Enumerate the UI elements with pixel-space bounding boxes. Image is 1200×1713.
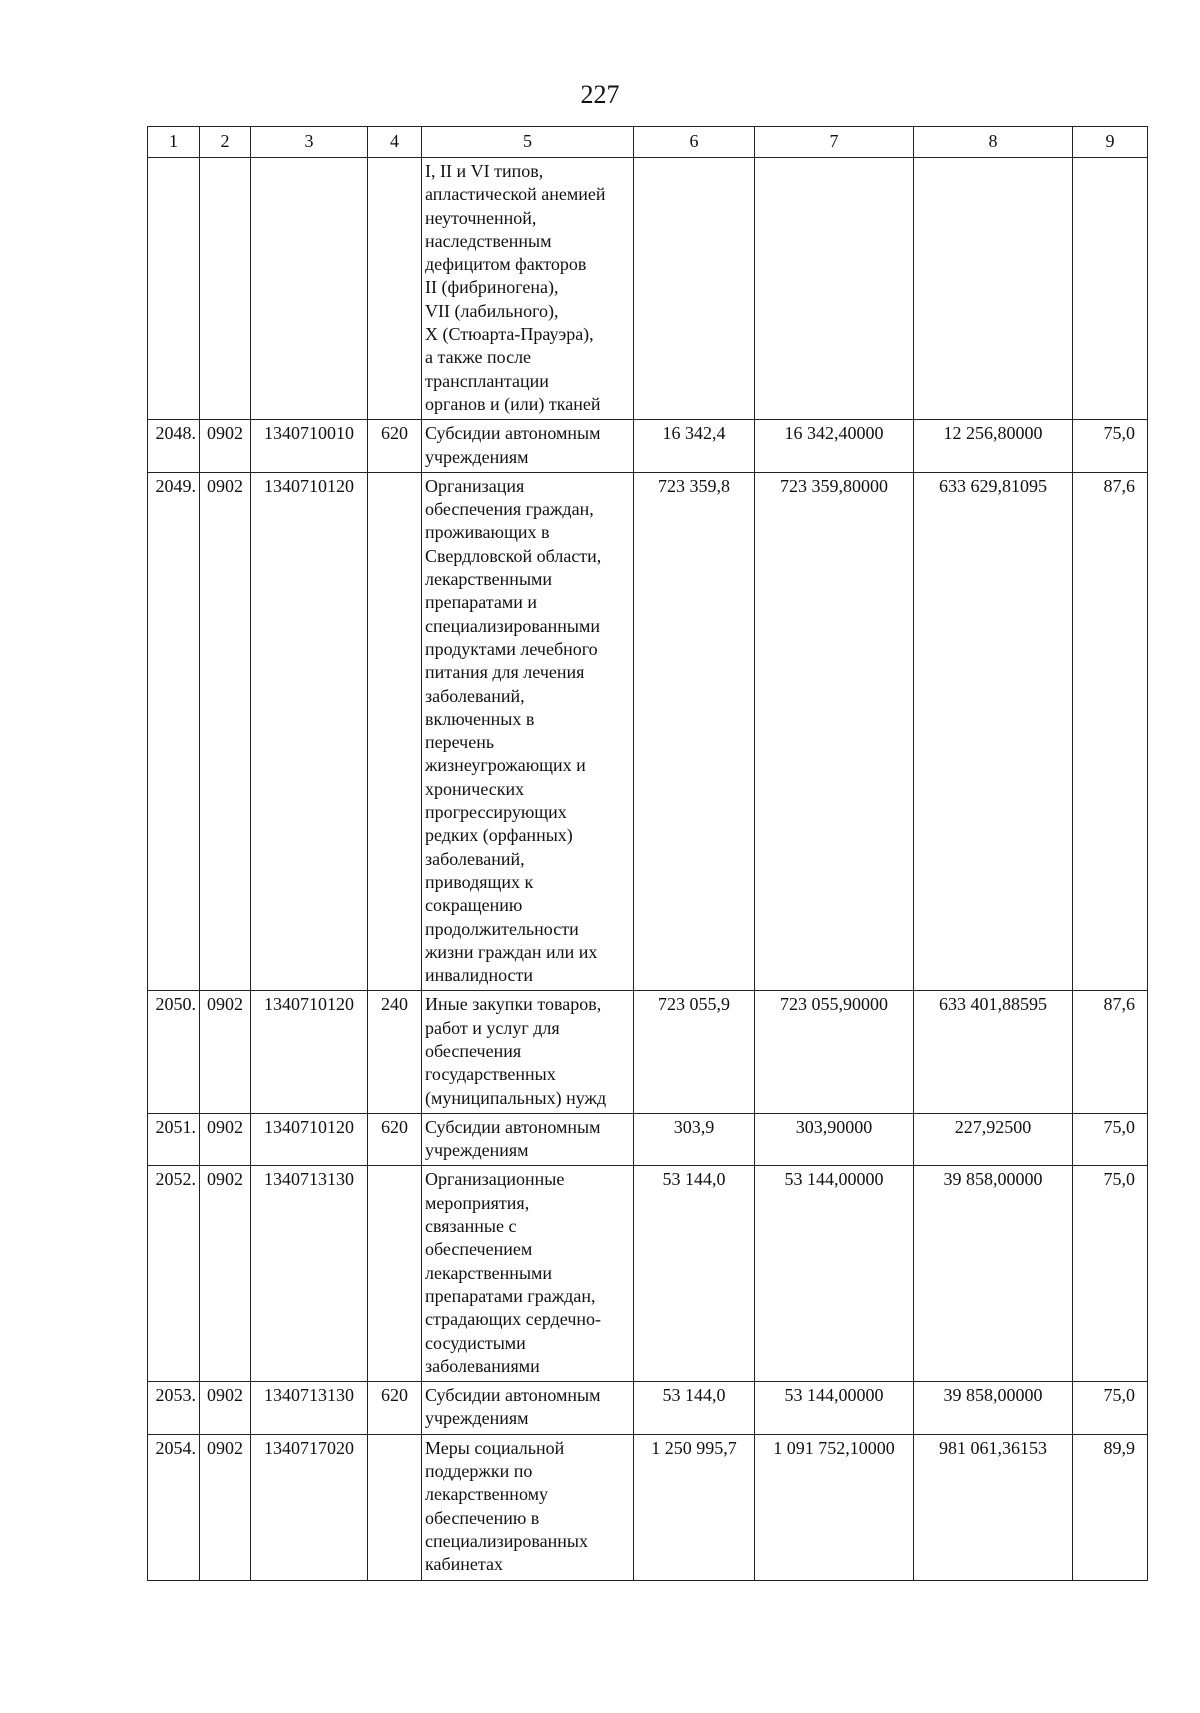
item-name-cell: Меры социальной поддержки по лекарственному обеспечению в специализированных кабинетах xyxy=(422,1434,634,1580)
planned-amount-cell: 1 250 995,7 xyxy=(634,1434,755,1580)
refined-amount-cell: 16 342,40000 xyxy=(755,420,914,473)
executed-amount-cell: 39 858,00000 xyxy=(914,1166,1073,1382)
executed-amount-cell: 39 858,00000 xyxy=(914,1382,1073,1435)
execution-percent-cell xyxy=(1073,158,1148,420)
header-row xyxy=(148,127,1148,158)
section-code-cell: 0902 xyxy=(200,1434,251,1580)
target-article-cell: 1340713130 xyxy=(251,1382,368,1435)
item-name-cell: Субсидии автономным учреждениям xyxy=(422,1382,634,1435)
header-cell: 9 xyxy=(1073,127,1148,158)
refined-amount-cell: 723 359,80000 xyxy=(755,472,914,991)
planned-amount-cell: 723 359,8 xyxy=(634,472,755,991)
row-number-cell: 2050. xyxy=(148,991,200,1113)
row-number-cell: 2049. xyxy=(148,472,200,991)
row-number-cell: 2048. xyxy=(148,420,200,473)
header-cell: 7 xyxy=(755,127,914,158)
execution-percent-cell: 75,0 xyxy=(1073,1113,1148,1166)
target-article-cell: 1340710120 xyxy=(251,472,368,991)
target-article-cell xyxy=(251,158,368,420)
item-name-cell: I, II и VI типов, апластической анемией неуточненной, наследственным дефицитом факторов II (фибриногена), VII (лабильного), X (Стюарта-Прауэра), а также после трансплантации органов и (или) тканей xyxy=(422,158,634,420)
expense-type-cell xyxy=(368,158,422,420)
refined-amount-cell: 1 091 752,10000 xyxy=(755,1434,914,1580)
refined-amount-cell: 723 055,90000 xyxy=(755,991,914,1113)
refined-amount-cell: 53 144,00000 xyxy=(755,1166,914,1382)
header-cell: 5 xyxy=(422,127,634,158)
item-name-cell: Иные закупки товаров, работ и услуг для обеспечения государственных (муниципальных) нужд xyxy=(422,991,634,1113)
execution-percent-cell: 89,9 xyxy=(1073,1434,1148,1580)
section-code-cell xyxy=(200,158,251,420)
execution-percent-cell: 75,0 xyxy=(1073,420,1148,473)
planned-amount-cell: 53 144,0 xyxy=(634,1166,755,1382)
execution-percent-cell: 87,6 xyxy=(1073,472,1148,991)
execution-percent-cell: 75,0 xyxy=(1073,1166,1148,1382)
section-code-cell: 0902 xyxy=(200,1382,251,1435)
header-cell: 2 xyxy=(200,127,251,158)
section-code-cell: 0902 xyxy=(200,991,251,1113)
expense-type-cell: 240 xyxy=(368,991,422,1113)
table-row xyxy=(148,420,1148,473)
row-number-cell xyxy=(148,158,200,420)
table-row xyxy=(148,1113,1148,1166)
page-number: 227 xyxy=(580,80,620,109)
header-cell: 8 xyxy=(914,127,1073,158)
refined-amount-cell xyxy=(755,158,914,420)
target-article-cell: 1340713130 xyxy=(251,1166,368,1382)
section-code-cell: 0902 xyxy=(200,420,251,473)
row-number-cell: 2054. xyxy=(148,1434,200,1580)
planned-amount-cell xyxy=(634,158,755,420)
row-number-cell: 2052. xyxy=(148,1166,200,1382)
refined-amount-cell: 53 144,00000 xyxy=(755,1382,914,1435)
target-article-cell: 1340710120 xyxy=(251,991,368,1113)
table-row xyxy=(148,1382,1148,1435)
item-name-cell: Субсидии автономным учреждениям xyxy=(422,1113,634,1166)
planned-amount-cell: 723 055,9 xyxy=(634,991,755,1113)
expense-type-cell xyxy=(368,1166,422,1382)
planned-amount-cell: 16 342,4 xyxy=(634,420,755,473)
table-row xyxy=(148,991,1148,1113)
header-cell: 3 xyxy=(251,127,368,158)
item-name-cell: Организация обеспечения граждан, проживающих в Свердловской области, лекарственными препаратами и специализированными продуктами лечебного питания для лечения заболеваний, включенных в перечень жизнеугрожающих и хронических прогрессирующих редких (орфанных) заболеваний, приводящих к сокращению продолжительности жизни граждан или их инвалидности xyxy=(422,472,634,991)
executed-amount-cell: 633 401,88595 xyxy=(914,991,1073,1113)
refined-amount-cell: 303,90000 xyxy=(755,1113,914,1166)
target-article-cell: 1340717020 xyxy=(251,1434,368,1580)
table-row xyxy=(148,1166,1148,1382)
expense-type-cell xyxy=(368,472,422,991)
header-cell: 4 xyxy=(368,127,422,158)
expense-type-cell: 620 xyxy=(368,1382,422,1435)
item-name-cell: Субсидии автономным учреждениям xyxy=(422,420,634,473)
executed-amount-cell xyxy=(914,158,1073,420)
section-code-cell: 0902 xyxy=(200,1166,251,1382)
expense-type-cell: 620 xyxy=(368,420,422,473)
execution-percent-cell: 87,6 xyxy=(1073,991,1148,1113)
target-article-cell: 1340710120 xyxy=(251,1113,368,1166)
planned-amount-cell: 303,9 xyxy=(634,1113,755,1166)
executed-amount-cell: 981 061,36153 xyxy=(914,1434,1073,1580)
row-number-cell: 2051. xyxy=(148,1113,200,1166)
table-row xyxy=(148,472,1148,991)
table-row xyxy=(148,1434,1148,1580)
section-code-cell: 0902 xyxy=(200,1113,251,1166)
header-cell: 6 xyxy=(634,127,755,158)
item-name-cell: Организационные мероприятия, связанные с обеспечением лекарственными препаратами граждан, страдающих сердечно- сосудистыми заболеваниями xyxy=(422,1166,634,1382)
table-row xyxy=(148,158,1148,420)
target-article-cell: 1340710010 xyxy=(251,420,368,473)
header-cell: 1 xyxy=(148,127,200,158)
row-number-cell: 2053. xyxy=(148,1382,200,1435)
planned-amount-cell: 53 144,0 xyxy=(634,1382,755,1435)
executed-amount-cell: 12 256,80000 xyxy=(914,420,1073,473)
executed-amount-cell: 633 629,81095 xyxy=(914,472,1073,991)
execution-percent-cell: 75,0 xyxy=(1073,1382,1148,1435)
expense-type-cell: 620 xyxy=(368,1113,422,1166)
expense-type-cell xyxy=(368,1434,422,1580)
executed-amount-cell: 227,92500 xyxy=(914,1113,1073,1166)
section-code-cell: 0902 xyxy=(200,472,251,991)
budget-table xyxy=(147,126,1148,1581)
